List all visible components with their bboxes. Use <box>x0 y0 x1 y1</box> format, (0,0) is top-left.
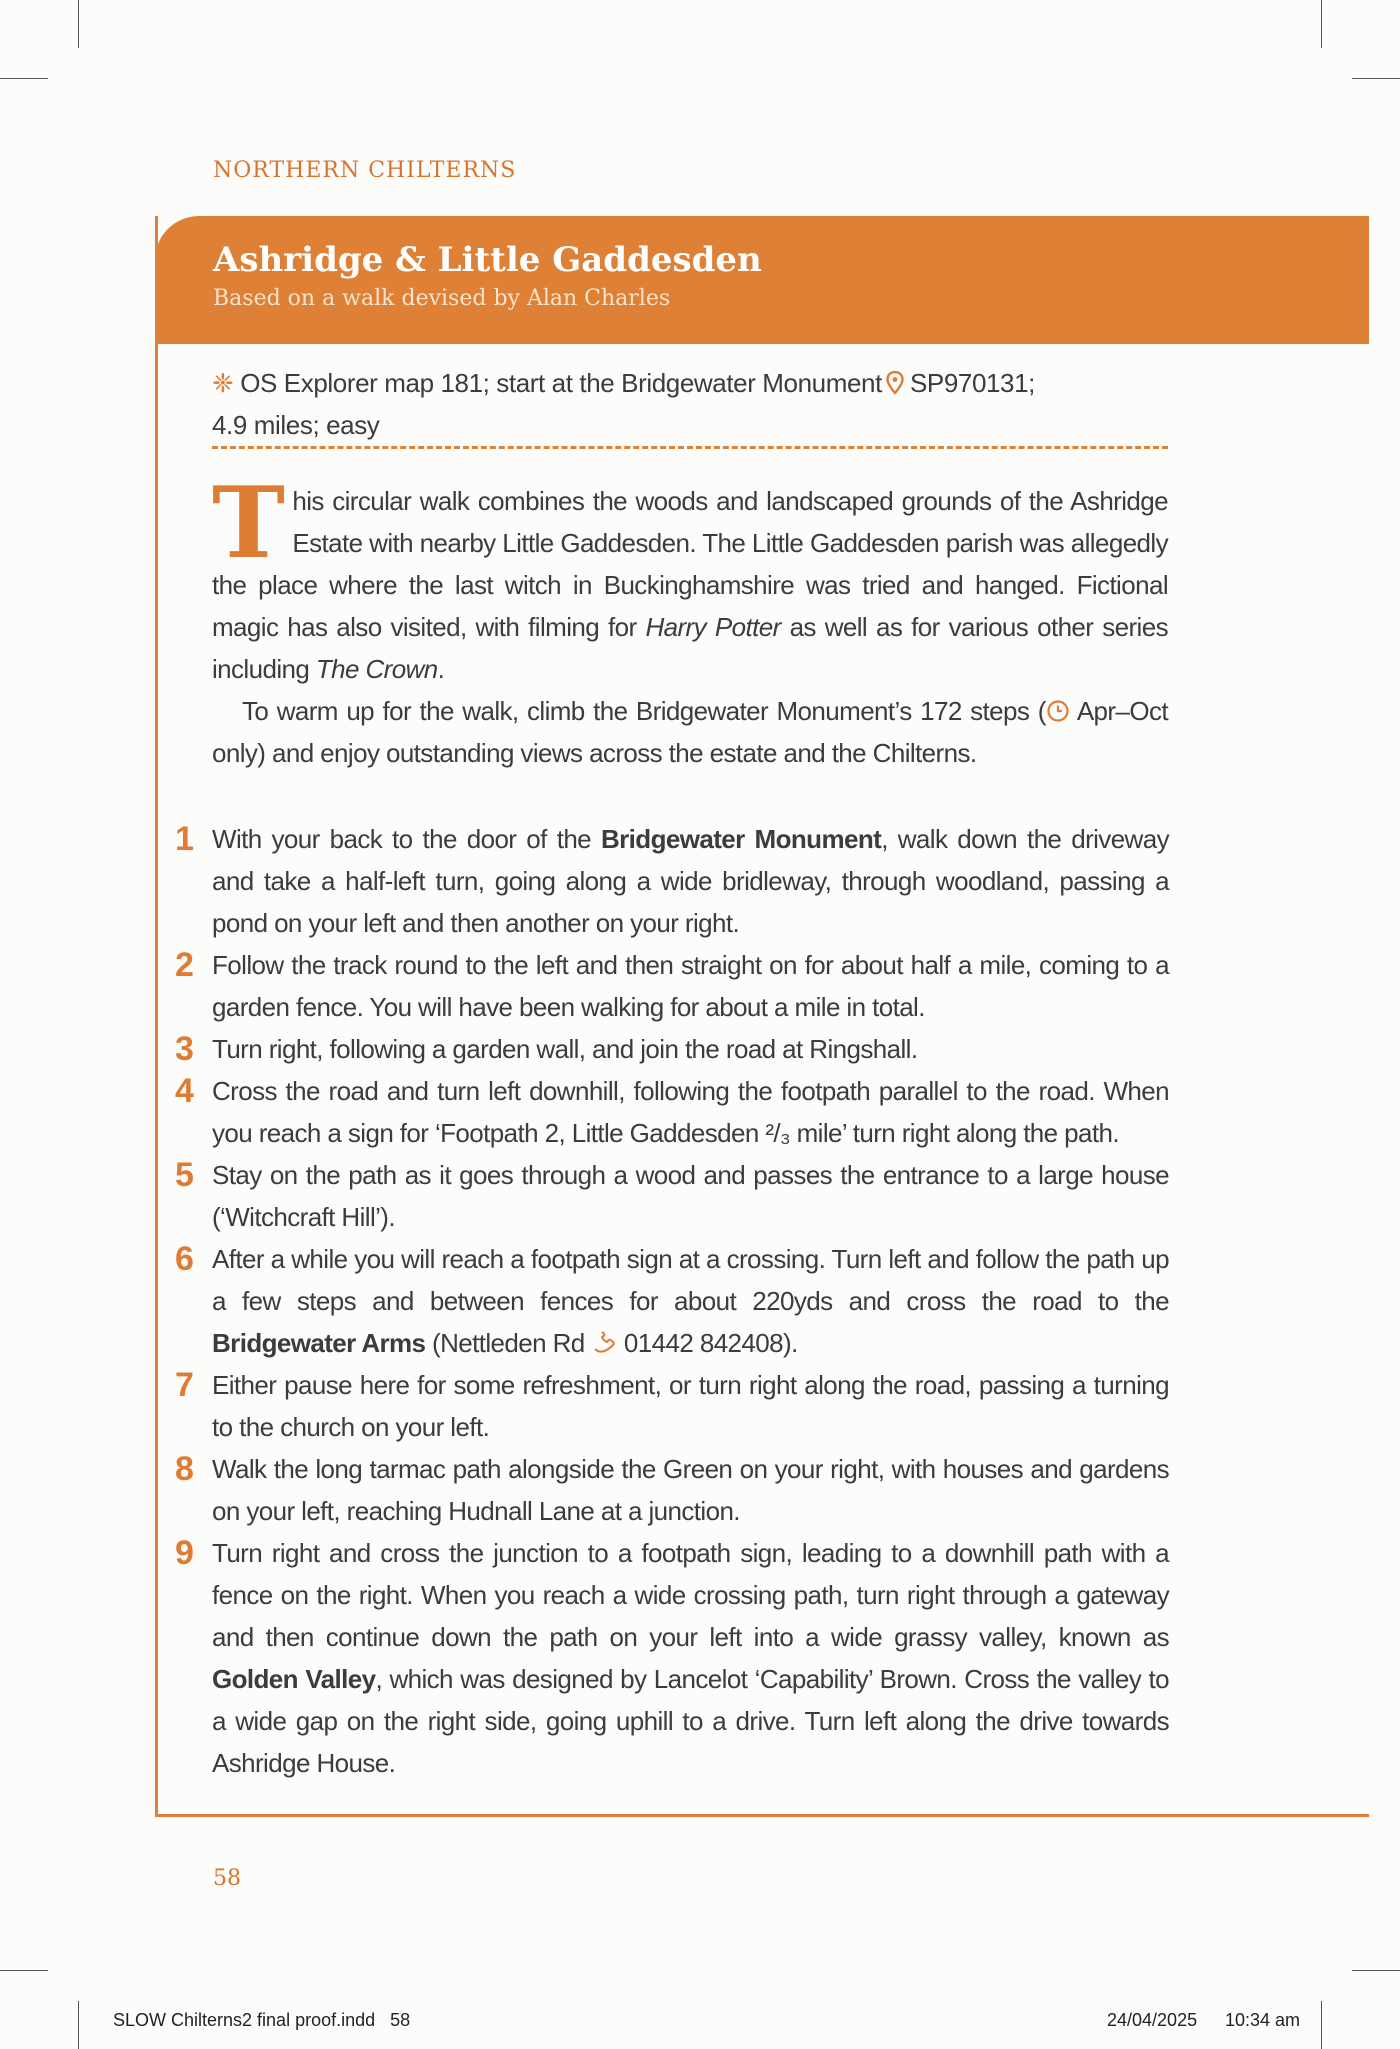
crop-mark <box>1321 0 1322 48</box>
meta-line-2: 4.9 miles; easy <box>212 410 380 440</box>
intro-text-run: his circular walk combines the woods and landscaped grounds of the Ashridge Estate with nearby Little Gaddesden. The Little Gaddesden parish was allegedly the place where the last witch in Buckinghamshire was tried and hanged. Fictional magic has also visited, with filming for <box>212 486 1168 642</box>
intro-italic-title: The Crown <box>315 654 438 684</box>
step-item <box>175 944 1169 1028</box>
step-text: 01442 842408). <box>617 1328 798 1358</box>
step-text: Either pause here for some refreshment, or turn right along the road, passing a turning to the church on your left. <box>212 1370 1169 1442</box>
step-text: With your back to the door of the <box>212 824 601 854</box>
step-item <box>175 818 1169 944</box>
step-item <box>175 1238 1169 1364</box>
page-number: 58 <box>213 1866 241 1891</box>
box-bottom-rule <box>155 1814 1369 1817</box>
step-number: 2 <box>175 946 194 984</box>
crop-mark <box>1352 1970 1400 1971</box>
step-number: 7 <box>175 1366 194 1404</box>
step-text: Follow the track round to the left and then straight on for about half a mile, coming to a garden fence. You will have been walking for about a mile in total. <box>212 950 1169 1022</box>
step-place-name: Bridgewater Monument <box>600 824 882 854</box>
step-text: Turn right, following a garden wall, and join the road at Ringshall. <box>212 1034 918 1064</box>
crop-mark <box>78 0 79 48</box>
step-text: Stay on the path as it goes through a wood and passes the entrance to a large house (‘Witchcraft Hill’). <box>212 1160 1169 1232</box>
meta-line-1: OS Explorer map 181; start at the Bridgewater Monument <box>240 368 882 398</box>
phone-icon <box>591 1328 617 1358</box>
step-item <box>175 1028 1169 1070</box>
intro-text-run: . <box>437 654 445 684</box>
crop-mark <box>1352 78 1400 79</box>
crop-mark <box>1321 2001 1322 2049</box>
step-text: Walk the long tarmac path alongside the Green on your right, with houses and gardens on your left, reaching Hudnall Lane at a junction. <box>212 1454 1169 1526</box>
step-text: (Nettleden Rd <box>425 1328 592 1358</box>
step-number: 9 <box>175 1534 194 1572</box>
intro-text-run: To warm up for the walk, climb the Bridgewater Monument’s 172 steps ( <box>242 696 1046 726</box>
step-text: , which was designed by Lancelot ‘Capability’ Brown. Cross the valley to a wide gap on the right side, going uphill to a drive. Turn left along the drive towards Ashridge House. <box>212 1664 1169 1778</box>
crop-mark <box>78 2001 79 2049</box>
crop-mark <box>0 78 48 79</box>
step-number: 4 <box>175 1072 194 1110</box>
step-number: 5 <box>175 1156 194 1194</box>
intro-paragraph-2 <box>212 690 1168 774</box>
intro-text <box>212 466 1168 774</box>
step-item <box>175 1448 1169 1532</box>
intro-text-run: Apr–Oct only) and enjoy outstanding views across the estate and the Chilterns. <box>212 696 1168 768</box>
intro-paragraph-1 <box>212 466 1168 690</box>
grid-reference: SP970131; <box>909 368 1036 398</box>
step-number: 1 <box>175 820 194 858</box>
slug-date: 24/04/2025 <box>1107 2010 1198 2030</box>
walk-meta <box>212 362 1172 446</box>
walk-title: Ashridge & Little Gaddesden <box>213 240 762 280</box>
clock-icon <box>1046 696 1070 726</box>
step-item <box>175 1532 1169 1784</box>
step-place-name: Golden Valley <box>212 1664 376 1694</box>
section-label: NORTHERN CHILTERNS <box>213 158 517 183</box>
step-item <box>175 1154 1169 1238</box>
step-item <box>175 1070 1169 1154</box>
crop-mark <box>0 1970 48 1971</box>
step-text: , walk down the driveway and take a half-left turn, going along a wide bridleway, through woodland, passing a pond on your left and then another on your right. <box>212 824 1169 938</box>
dashed-divider <box>212 446 1168 449</box>
location-pin-icon <box>882 362 910 404</box>
walk-header <box>155 216 1369 344</box>
step-number: 8 <box>175 1450 194 1488</box>
step-number: 6 <box>175 1240 194 1278</box>
intro-text-run: as well as for various other series including <box>212 612 1168 684</box>
step-number: 3 <box>175 1030 194 1068</box>
walk-subtitle: Based on a walk devised by Alan Charles <box>213 286 671 311</box>
drop-cap: T <box>212 466 285 581</box>
box-left-rule <box>155 216 158 1817</box>
walk-steps <box>175 818 1169 1784</box>
step-place-name: Bridgewater Arms <box>212 1328 426 1358</box>
step-text: After a while you will reach a footpath sign at a crossing. Turn left and follow the path up a few steps and between fences for about 220yds and cross the road to the <box>212 1244 1169 1316</box>
step-item <box>175 1364 1169 1448</box>
step-text: Cross the road and turn left downhill, following the footpath parallel to the road. When you reach a sign for ‘Footpath 2, Little Gaddesden ²/₃ mile’ turn right along the path. <box>212 1076 1169 1148</box>
step-text: Turn right and cross the junction to a footpath sign, leading to a downhill path with a fence on the right. When you reach a wide crossing path, turn right through a gateway and then continue down the path on your left into a wide grassy valley, known as <box>212 1538 1169 1652</box>
intro-italic-title: Harry Potter <box>645 612 781 642</box>
compass-star-icon: ❈ <box>212 368 234 398</box>
slug-time: 10:34 am <box>1225 2010 1301 2030</box>
slug-file: SLOW Chilterns2 final proof.indd 58 <box>113 2010 411 2030</box>
